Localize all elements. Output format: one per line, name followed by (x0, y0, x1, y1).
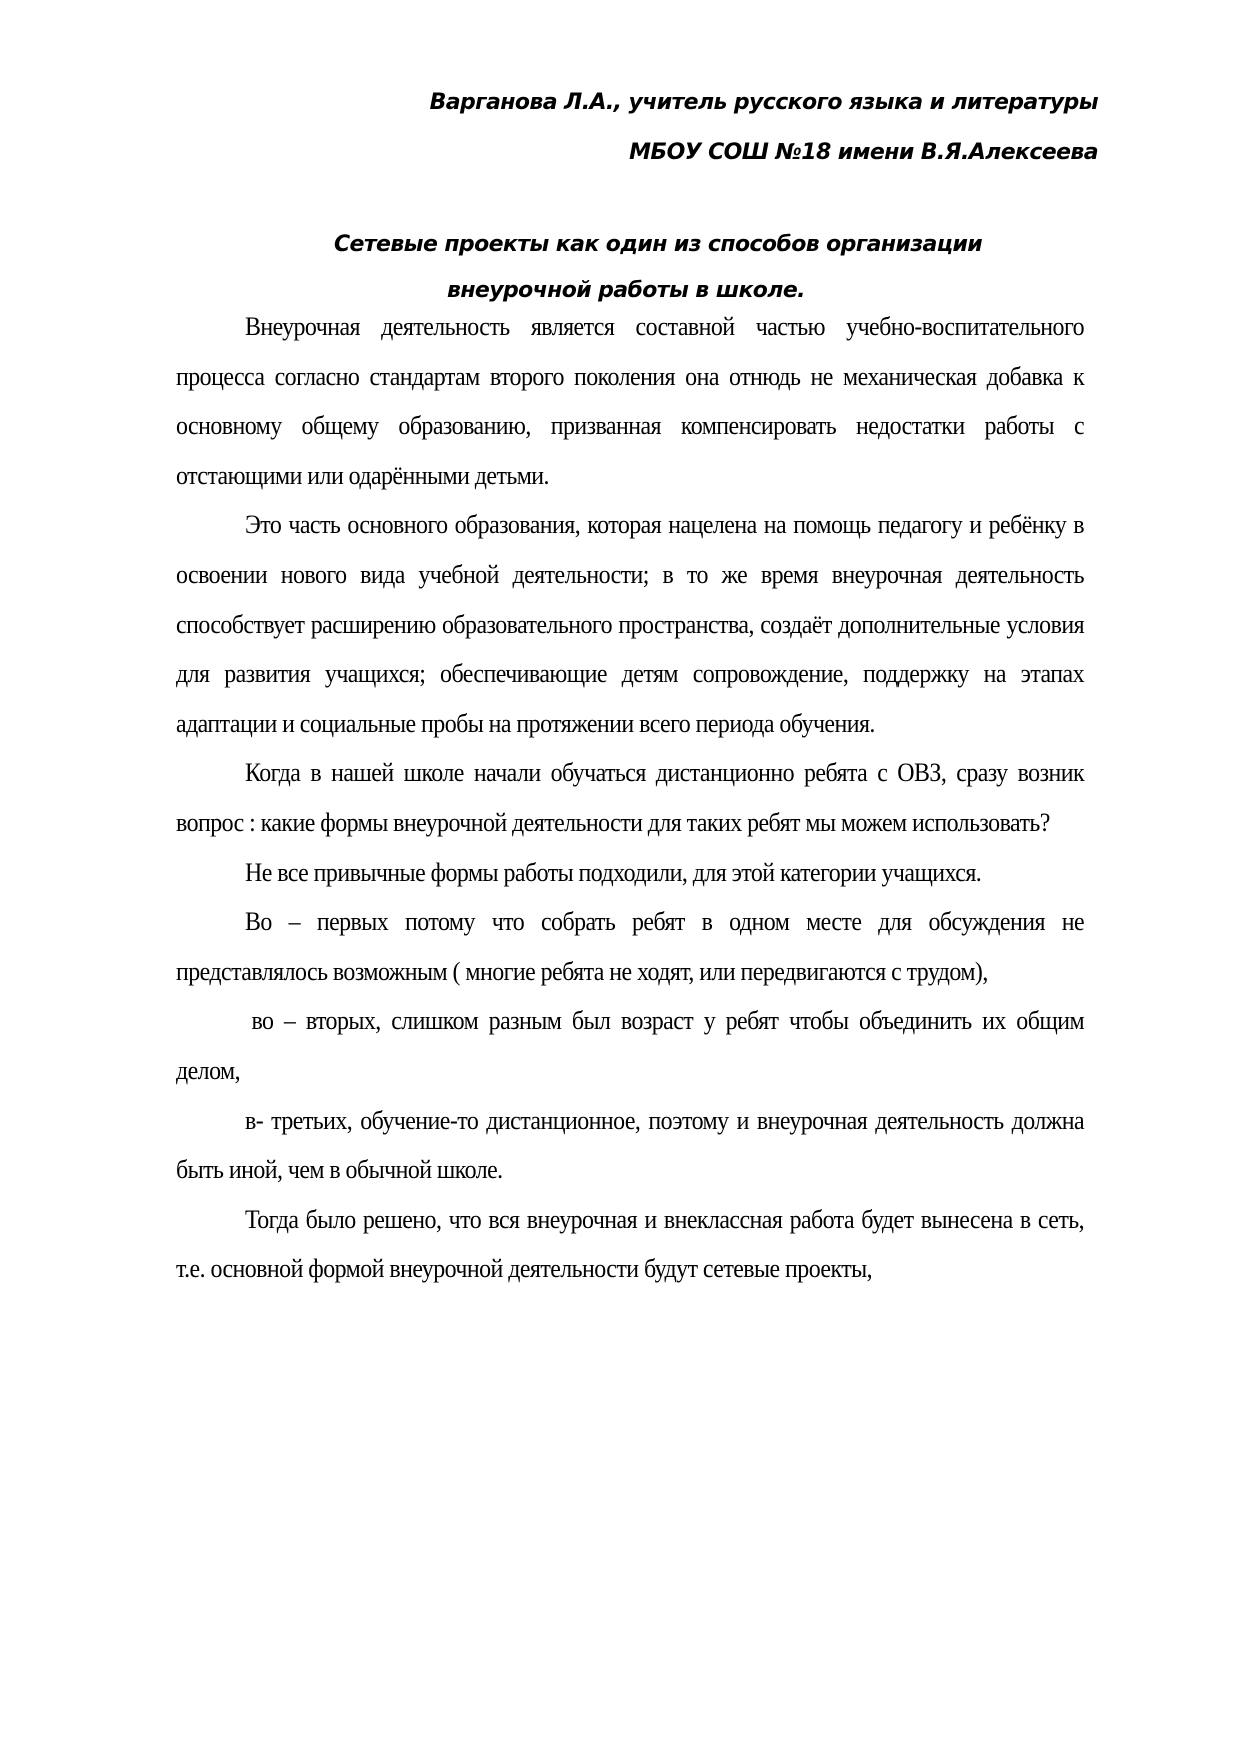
author-header (430, 78, 1098, 178)
document-body (176, 302, 1084, 1294)
title-line-2: внеурочной работы в школе. (447, 278, 805, 303)
author-line: Варганова Л.А., учитель русского языка и литературы (429, 90, 1098, 115)
paragraph-5: Во – первых потому что собрать ребят в одном месте для обсуждения не представлялось возможным ( многие ребята не ходят, или передвигаются с трудом), (176, 907, 1085, 986)
paragraph-8: Тогда было решено, что вся внеурочная и внеклассная работа будет вынесена в сеть, т.е. основной формой внеурочной деятельности будут сетевые проекты, (176, 1204, 1085, 1284)
paragraph-2: Это часть основного образования, которая нацелена на помощь педагогу и ребёнку в освоении нового вида учебной деятельности; в то же время внеурочная деятельность способствует расширению образовательного пространства, создаёт дополнительные условия для развития учащихся; обеспечивающие детям сопровождение, поддержку на этапах адаптации и социальные пробы на протяжении всего периода обучения. (176, 510, 1085, 738)
paragraph-3: Когда в нашей школе начали обучаться дистанционно ребята с ОВЗ, сразу возник вопрос : какие формы внеурочной деятельности для таких ребят мы можем использовать? (176, 758, 1085, 837)
paragraph-1: Внеурочная деятельность является составной частью учебно-воспитательного процесса согласно стандартам второго поколения она отнюдь не механическая добавка к основному общему образованию, призванная компенсировать недостатки работы с отстающими или одарёнными детьми. (176, 312, 1085, 490)
document-title (0, 222, 1240, 314)
title-line-1: Сетевые проекты как один из способов организации (334, 232, 983, 257)
paragraph-7: в- третьих, обучение-то дистанционное, поэтому и внеурочная деятельность должна быть иной, чем в обычной школе. (176, 1105, 1085, 1185)
paragraph-6: во – вторых, слишком разным был возраст у ребят чтобы объединить их общим делом, (176, 1006, 1085, 1085)
paragraph-4: Не все привычные формы работы подходили, для этой категории учащихся. (245, 857, 982, 887)
school-line: МБОУ СОШ №18 имени В.Я.Алексеева (629, 140, 1098, 165)
